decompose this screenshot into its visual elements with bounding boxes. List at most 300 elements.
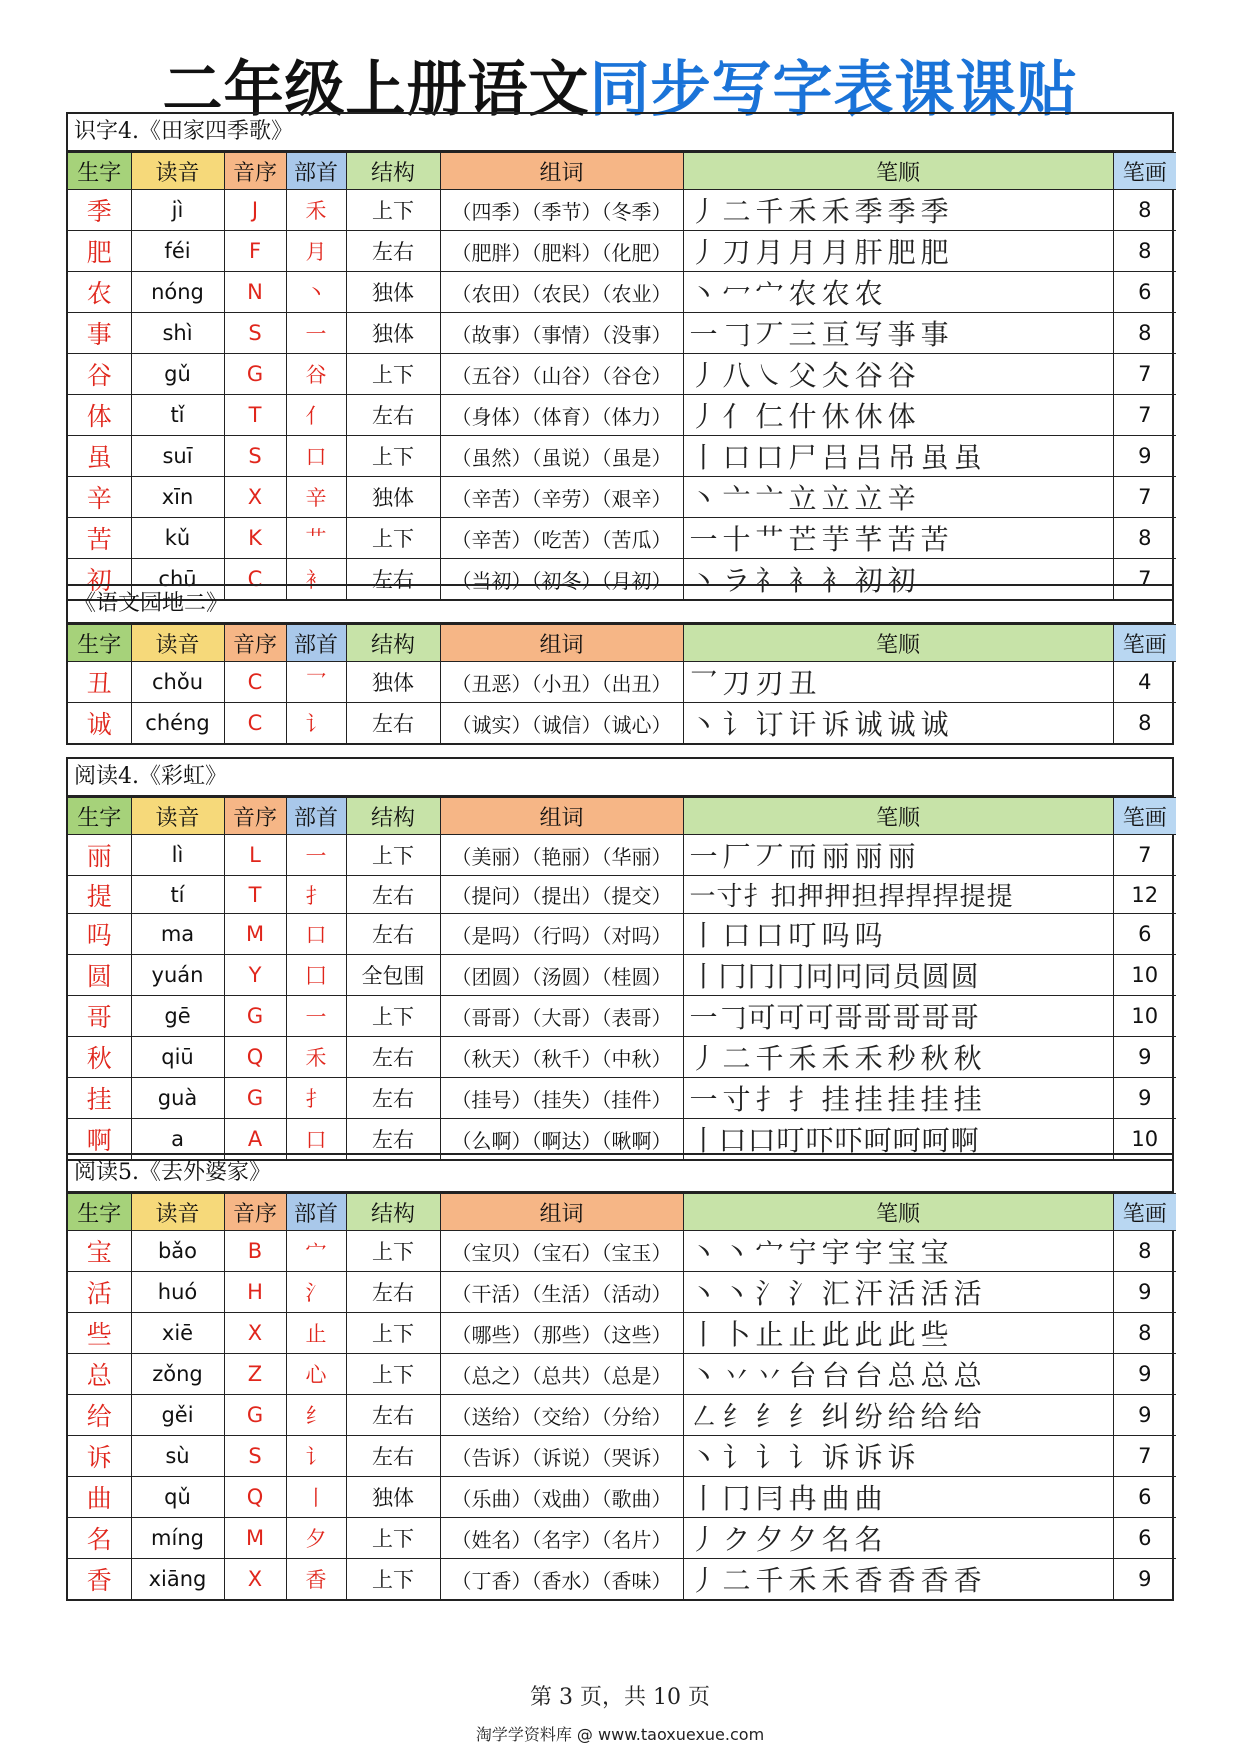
table-row: [68, 354, 1176, 395]
stroke-step: 香: [854, 1564, 888, 1597]
stroke-order-cell: [683, 436, 1113, 477]
stroke-step: 诉: [821, 708, 855, 741]
stroke-step: 禾: [821, 195, 855, 228]
header-radical: 部首: [286, 153, 346, 190]
stroke-step: 此: [887, 1318, 921, 1351]
stroke-step: 宝: [920, 1236, 954, 1269]
stroke-step: 丽: [821, 840, 855, 873]
stroke-step: 担: [851, 882, 879, 912]
structure-cell: 左右: [346, 559, 440, 600]
stroke-step: 冋: [834, 960, 864, 993]
radical-cell: 乛: [286, 662, 346, 703]
header-char: 生字: [68, 798, 131, 835]
stroke-step: 丿: [689, 1523, 723, 1556]
stroke-step: 扌: [788, 1083, 822, 1116]
char-cell: 辛: [68, 477, 131, 518]
radical-cell: 扌: [286, 876, 346, 914]
stroke-step: 禾: [821, 1042, 855, 1075]
header-letter: 音序: [224, 1194, 286, 1231]
stroke-step: 押: [797, 882, 825, 912]
table-row: [68, 395, 1176, 436]
header-structure: 结构: [346, 153, 440, 190]
radical-cell: 辛: [286, 477, 346, 518]
radical-cell: 亻: [286, 395, 346, 436]
char-cell: 提: [68, 876, 131, 914]
stroke-step: 挂: [920, 1083, 954, 1116]
stroke-order-cell: [683, 1559, 1113, 1600]
stroke-step: 丿: [689, 1564, 723, 1597]
stroke-count-cell: 8: [1113, 518, 1176, 559]
stroke-step: 讠: [755, 1441, 789, 1474]
stroke-step: 丶: [689, 1441, 723, 1474]
letter-cell: Q: [224, 1037, 286, 1078]
stroke-order-cell: [683, 313, 1113, 354]
stroke-step: 宝: [887, 1236, 921, 1269]
stroke-step: 月: [788, 236, 822, 269]
stroke-order-cell: [683, 1477, 1113, 1518]
stroke-count-cell: 10: [1113, 955, 1176, 996]
letter-cell: L: [224, 835, 286, 876]
header-pinyin: 读音: [131, 153, 224, 190]
header-strokes: 笔顺: [683, 625, 1113, 662]
title-part-black: 二年级上册语文: [162, 55, 590, 125]
stroke-step: 冂: [747, 960, 777, 993]
stroke-step: 纟: [755, 1400, 789, 1433]
letter-cell: X: [224, 477, 286, 518]
stroke-step: 一: [689, 882, 717, 912]
pinyin-cell: xiē: [131, 1313, 224, 1354]
stroke-count-cell: 6: [1113, 272, 1176, 313]
stroke-step: 一: [689, 1001, 719, 1034]
stroke-step: 千: [755, 195, 789, 228]
stroke-step: 给: [953, 1400, 987, 1433]
stroke-order-cell: [683, 272, 1113, 313]
words-cell: （宝贝）（宝石）（宝玉）: [440, 1231, 683, 1272]
structure-cell: 上下: [346, 1559, 440, 1600]
radical-cell: 口: [286, 1119, 346, 1160]
stroke-step: 哥: [921, 1001, 951, 1034]
structure-cell: 上下: [346, 1518, 440, 1559]
stroke-order-cell: [683, 190, 1113, 231]
stroke-step: 曲: [821, 1482, 855, 1515]
stroke-step: 季: [920, 195, 954, 228]
table-row: [68, 1272, 1176, 1313]
structure-cell: 左右: [346, 395, 440, 436]
table-row: [68, 1395, 1176, 1436]
pinyin-cell: gǔ: [131, 354, 224, 395]
words-cell: （丁香）（香水）（香味）: [440, 1559, 683, 1600]
stroke-order-cell: [683, 914, 1113, 955]
structure-cell: 左右: [346, 1395, 440, 1436]
stroke-step: 台: [788, 1359, 822, 1392]
stroke-step: 哥: [863, 1001, 893, 1034]
char-cell: 啊: [68, 1119, 131, 1160]
structure-cell: 上下: [346, 835, 440, 876]
stroke-step: 禾: [854, 1042, 888, 1075]
stroke-step: 𠃌: [722, 318, 756, 351]
header-row: [68, 625, 1176, 662]
char-cell: 丽: [68, 835, 131, 876]
words-cell: （团圆）（汤圆）（桂圆）: [440, 955, 683, 996]
char-cell: 圆: [68, 955, 131, 996]
stroke-count-cell: 7: [1113, 835, 1176, 876]
stroke-step: 肥: [887, 236, 921, 269]
stroke-step: 农: [854, 277, 888, 310]
radical-cell: 禾: [286, 190, 346, 231]
stroke-step: 月: [755, 236, 789, 269]
stroke-step: 谷: [887, 359, 921, 392]
stroke-step: 捍: [878, 882, 906, 912]
stroke-step: 些: [920, 1318, 954, 1351]
stroke-step: 香: [920, 1564, 954, 1597]
char-cell: 曲: [68, 1477, 131, 1518]
stroke-step: 夕: [788, 1523, 822, 1556]
stroke-step: 宇: [854, 1236, 888, 1269]
structure-cell: 左右: [346, 1037, 440, 1078]
stroke-step: 写: [854, 318, 888, 351]
header-pinyin: 读音: [131, 798, 224, 835]
stroke-count-cell: 8: [1113, 313, 1176, 354]
words-cell: （挂号）（挂失）（挂件）: [440, 1078, 683, 1119]
stroke-step: 冃: [755, 1482, 789, 1515]
stroke-step: 休: [854, 400, 888, 433]
stroke-step: 叮: [788, 919, 822, 952]
header-letter: 音序: [224, 625, 286, 662]
radical-cell: 一: [286, 835, 346, 876]
char-cell: 哥: [68, 996, 131, 1037]
stroke-count-cell: 8: [1113, 703, 1176, 744]
stroke-step: 总: [887, 1359, 921, 1392]
header-structure: 结构: [346, 625, 440, 662]
stroke-order-cell: [683, 1037, 1113, 1078]
stroke-step: 丶: [689, 708, 723, 741]
table-row: [68, 231, 1176, 272]
words-cell: （四季）（季节）（冬季）: [440, 190, 683, 231]
letter-cell: S: [224, 436, 286, 477]
stroke-step: 圆: [950, 960, 980, 993]
stroke-step: 呵: [863, 1124, 893, 1157]
char-cell: 谷: [68, 354, 131, 395]
radical-cell: 艹: [286, 518, 346, 559]
stroke-step: 丶: [689, 1277, 723, 1310]
stroke-step: 什: [788, 400, 822, 433]
letter-cell: X: [224, 1559, 286, 1600]
stroke-step: 吓: [834, 1124, 864, 1157]
stroke-count-cell: 7: [1113, 559, 1176, 600]
stroke-step: 口: [747, 1124, 777, 1157]
words-cell: （辛苦）（辛劳）（艰辛）: [440, 477, 683, 518]
stroke-step: 秋: [920, 1042, 954, 1075]
letter-cell: X: [224, 1313, 286, 1354]
stroke-step: 禾: [788, 1564, 822, 1597]
stroke-step: 提: [986, 882, 1014, 912]
pinyin-cell: kǔ: [131, 518, 224, 559]
pinyin-cell: shì: [131, 313, 224, 354]
stroke-step: 丶: [689, 1359, 723, 1392]
stroke-step: 禾: [821, 1564, 855, 1597]
stroke-step: 纠: [821, 1400, 855, 1433]
char-cell: 活: [68, 1272, 131, 1313]
header-char: 生字: [68, 153, 131, 190]
header-char: 生字: [68, 625, 131, 662]
stroke-step: 口: [722, 919, 756, 952]
header-row: [68, 798, 1176, 835]
char-cell: 苦: [68, 518, 131, 559]
stroke-step: 押: [824, 882, 852, 912]
structure-cell: 左右: [346, 1078, 440, 1119]
structure-cell: 上下: [346, 1313, 440, 1354]
pinyin-cell: tí: [131, 876, 224, 914]
words-cell: （当初）（初冬）（月初）: [440, 559, 683, 600]
stroke-count-cell: 7: [1113, 354, 1176, 395]
words-cell: （五谷）（山谷）（谷仓）: [440, 354, 683, 395]
stroke-step: 寸: [722, 1083, 756, 1116]
radical-cell: 讠: [286, 1436, 346, 1477]
stroke-step: ラ: [722, 564, 756, 597]
letter-cell: M: [224, 914, 286, 955]
stroke-count-cell: 10: [1113, 996, 1176, 1037]
char-cell: 体: [68, 395, 131, 436]
stroke-step: 肥: [920, 236, 954, 269]
stroke-step: 活: [953, 1277, 987, 1310]
letter-cell: T: [224, 395, 286, 436]
words-cell: （肥胖）（肥料）（化肥）: [440, 231, 683, 272]
stroke-step: 虽: [920, 441, 954, 474]
radical-cell: 谷: [286, 354, 346, 395]
stroke-count-cell: 10: [1113, 1119, 1176, 1160]
words-cell: （是吗）（行吗）（对吗）: [440, 914, 683, 955]
header-strokes: 笔顺: [683, 153, 1113, 190]
header-row: [68, 1194, 1176, 1231]
structure-cell: 独体: [346, 313, 440, 354]
structure-cell: 左右: [346, 876, 440, 914]
stroke-step: 秒: [887, 1042, 921, 1075]
letter-cell: G: [224, 1395, 286, 1436]
stroke-step: 丽: [887, 840, 921, 873]
character-table: [68, 152, 1176, 599]
pinyin-cell: chéng: [131, 703, 224, 744]
stroke-step: ㇜: [689, 1400, 723, 1433]
stroke-step: 丨: [689, 441, 723, 474]
table-row: [68, 1477, 1176, 1518]
words-cell: （美丽）（艳丽）（华丽）: [440, 835, 683, 876]
stroke-step: 哥: [892, 1001, 922, 1034]
stroke-step: 呵: [892, 1124, 922, 1157]
stroke-count-cell: 9: [1113, 436, 1176, 477]
table-row: [68, 518, 1176, 559]
stroke-order-cell: [683, 354, 1113, 395]
table-row: [68, 996, 1176, 1037]
lesson-section: [66, 1153, 1174, 1601]
words-cell: （送给）（交给）（分给）: [440, 1395, 683, 1436]
stroke-order-cell: [683, 1354, 1113, 1395]
char-cell: 诚: [68, 703, 131, 744]
stroke-order-cell: [683, 1436, 1113, 1477]
header-letter: 音序: [224, 153, 286, 190]
stroke-step: 捍: [932, 882, 960, 912]
pinyin-cell: míng: [131, 1518, 224, 1559]
stroke-step: 纟: [722, 1400, 756, 1433]
pinyin-cell: qiū: [131, 1037, 224, 1078]
table-row: [68, 1436, 1176, 1477]
stroke-step: 三: [788, 318, 822, 351]
stroke-step: 给: [887, 1400, 921, 1433]
stroke-step: 丆: [755, 840, 789, 873]
char-cell: 农: [68, 272, 131, 313]
stroke-step: 诚: [887, 708, 921, 741]
stroke-step: 一: [689, 840, 723, 873]
stroke-count-cell: 7: [1113, 477, 1176, 518]
lesson-section: [66, 757, 1174, 1161]
stroke-step: 礻: [755, 564, 789, 597]
stroke-step: 吕: [854, 441, 888, 474]
stroke-step: 宇: [821, 1236, 855, 1269]
letter-cell: B: [224, 1231, 286, 1272]
table-row: [68, 313, 1176, 354]
table-row: [68, 436, 1176, 477]
stroke-step: 亠: [755, 482, 789, 515]
char-cell: 些: [68, 1313, 131, 1354]
letter-cell: C: [224, 662, 286, 703]
stroke-step: 挂: [821, 1083, 855, 1116]
stroke-step: 丶: [722, 1277, 756, 1310]
stroke-step: 丨: [689, 919, 723, 952]
stroke-step: 丿: [689, 236, 723, 269]
letter-cell: M: [224, 1518, 286, 1559]
radical-cell: 禾: [286, 1037, 346, 1078]
stroke-step: 丷: [722, 1359, 756, 1392]
stroke-step: 活: [887, 1277, 921, 1310]
radical-cell: 夕: [286, 1518, 346, 1559]
radical-cell: 止: [286, 1313, 346, 1354]
char-cell: 虽: [68, 436, 131, 477]
stroke-order-cell: [683, 996, 1113, 1037]
stroke-step: 可: [747, 1001, 777, 1034]
stroke-step: 𠃌: [718, 1001, 748, 1034]
stroke-order-cell: [683, 876, 1113, 914]
words-cell: （哪些）（那些）（这些）: [440, 1313, 683, 1354]
words-cell: （农田）（农民）（农业）: [440, 272, 683, 313]
structure-cell: 左右: [346, 231, 440, 272]
stroke-step: 诉: [887, 1441, 921, 1474]
page-footer: 第 3 页，共 10 页: [530, 1685, 710, 1710]
stroke-step: 亠: [722, 482, 756, 515]
stroke-step: 初: [854, 564, 888, 597]
pinyin-cell: a: [131, 1119, 224, 1160]
radical-cell: 讠: [286, 703, 346, 744]
header-row: [68, 153, 1176, 190]
pinyin-cell: qǔ: [131, 1477, 224, 1518]
pinyin-cell: huó: [131, 1272, 224, 1313]
structure-cell: 独体: [346, 1477, 440, 1518]
letter-cell: H: [224, 1272, 286, 1313]
stroke-step: 乛: [689, 667, 723, 700]
structure-cell: 独体: [346, 272, 440, 313]
stroke-step: 刃: [755, 667, 789, 700]
stroke-step: 立: [854, 482, 888, 515]
stroke-step: ク: [722, 1523, 756, 1556]
page-title: [0, 42, 1240, 125]
pinyin-cell: nóng: [131, 272, 224, 313]
letter-cell: Q: [224, 1477, 286, 1518]
stroke-step: 立: [821, 482, 855, 515]
stroke-order-cell: [683, 395, 1113, 436]
char-cell: 给: [68, 1395, 131, 1436]
header-count: 笔画: [1113, 798, 1176, 835]
stroke-step: 吗: [854, 919, 888, 952]
table-row: [68, 1354, 1176, 1395]
stroke-step: 口: [755, 441, 789, 474]
section-title: 阅读4.《彩虹》: [68, 759, 1172, 797]
stroke-step: 诉: [854, 1441, 888, 1474]
stroke-order-cell: [683, 703, 1113, 744]
stroke-count-cell: 9: [1113, 1037, 1176, 1078]
pinyin-cell: féi: [131, 231, 224, 272]
stroke-step: 丶: [722, 1236, 756, 1269]
table-row: [68, 1231, 1176, 1272]
stroke-step: 一: [689, 318, 723, 351]
stroke-step: 丑: [788, 667, 822, 700]
pinyin-cell: chū: [131, 559, 224, 600]
lesson-section: [66, 112, 1174, 601]
stroke-order-cell: [683, 1078, 1113, 1119]
stroke-step: 丿: [689, 359, 723, 392]
stroke-step: 冉: [788, 1482, 822, 1515]
letter-cell: S: [224, 313, 286, 354]
stroke-count-cell: 9: [1113, 1272, 1176, 1313]
stroke-step: 苦: [887, 523, 921, 556]
structure-cell: 左右: [346, 1272, 440, 1313]
radical-cell: 口: [286, 914, 346, 955]
structure-cell: 上下: [346, 190, 440, 231]
stroke-order-cell: [683, 662, 1113, 703]
words-cell: （辛苦）（吃苦）（苦瓜）: [440, 518, 683, 559]
stroke-order-cell: [683, 518, 1113, 559]
structure-cell: 上下: [346, 996, 440, 1037]
stroke-step: 冂: [718, 960, 748, 993]
stroke-step: 丶: [689, 1236, 723, 1269]
stroke-step: 宁: [788, 1236, 822, 1269]
letter-cell: Y: [224, 955, 286, 996]
stroke-step: 员: [892, 960, 922, 993]
stroke-step: 事: [920, 318, 954, 351]
radical-cell: 氵: [286, 1272, 346, 1313]
stroke-step: 哥: [834, 1001, 864, 1034]
words-cell: （么啊）（啊达）（啾啊）: [440, 1119, 683, 1160]
pinyin-cell: sù: [131, 1436, 224, 1477]
stroke-count-cell: 4: [1113, 662, 1176, 703]
character-table: [68, 797, 1176, 1159]
stroke-step: 二: [722, 1564, 756, 1597]
section-title: 识字4.《田家四季歌》: [68, 114, 1172, 152]
letter-cell: J: [224, 190, 286, 231]
char-cell: 吗: [68, 914, 131, 955]
structure-cell: 独体: [346, 477, 440, 518]
stroke-step: 季: [887, 195, 921, 228]
stroke-step: 纷: [854, 1400, 888, 1433]
stroke-step: 诉: [821, 1441, 855, 1474]
stroke-step: 氵: [755, 1277, 789, 1310]
structure-cell: 上下: [346, 1354, 440, 1395]
title-part-blue: 同步写字表课课贴: [589, 55, 1078, 125]
stroke-count-cell: 12: [1113, 876, 1176, 914]
stroke-step: 休: [821, 400, 855, 433]
pinyin-cell: gē: [131, 996, 224, 1037]
structure-cell: 左右: [346, 1119, 440, 1160]
char-cell: 季: [68, 190, 131, 231]
char-cell: 宝: [68, 1231, 131, 1272]
header-strokes: 笔顺: [683, 798, 1113, 835]
